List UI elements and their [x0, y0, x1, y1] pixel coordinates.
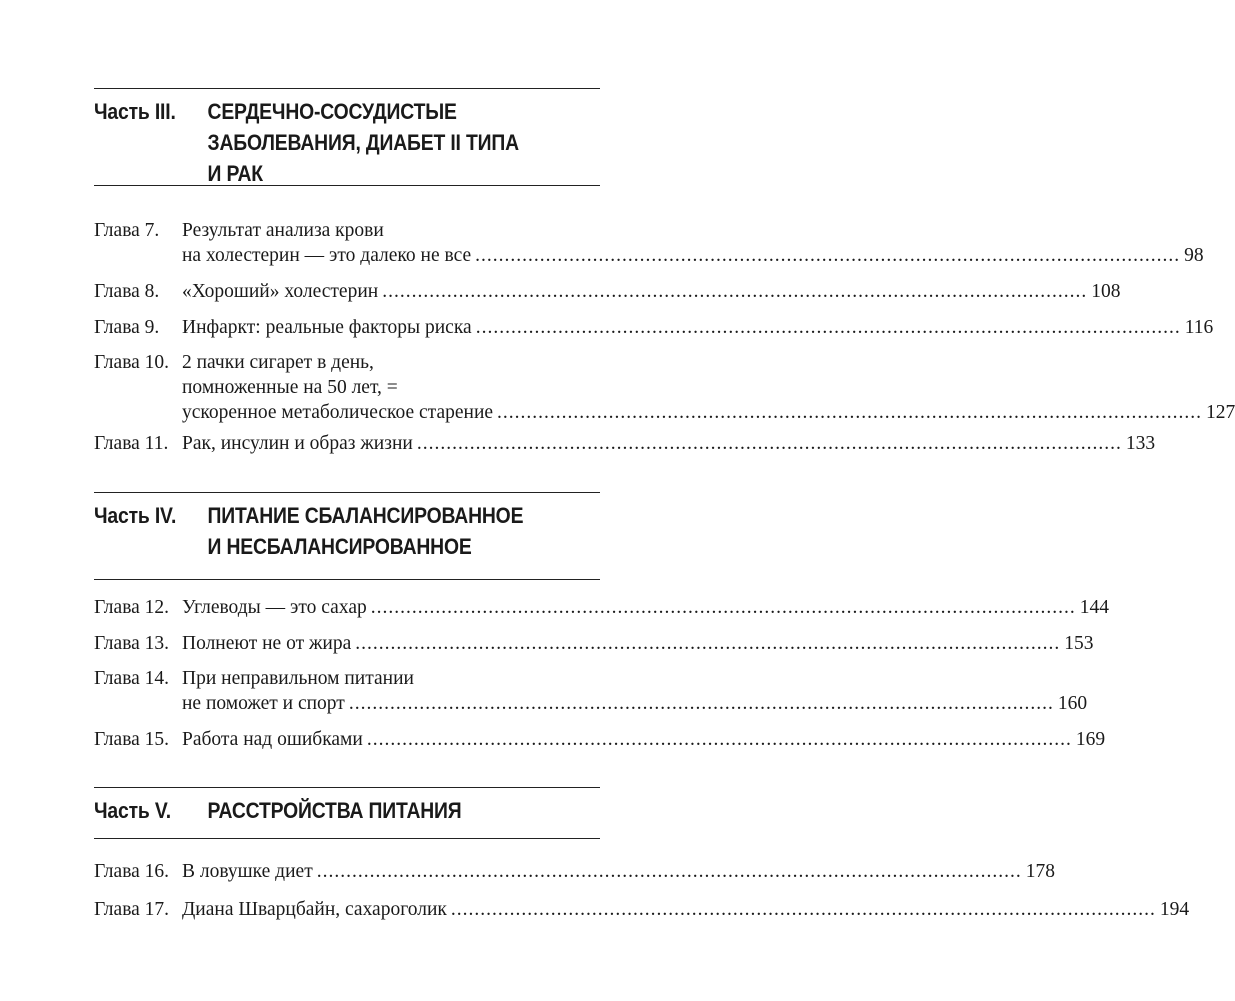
- chapter-label: Глава 9.: [94, 317, 160, 338]
- chapter-label: Глава 15.: [94, 729, 170, 750]
- chapter-label: Глава 14.: [94, 668, 170, 689]
- chapter-title-line: 2 пачки сигарет в день,: [182, 352, 374, 373]
- leader-dots: [497, 400, 1202, 425]
- leader-dots: [451, 897, 1156, 922]
- toc-entry[interactable]: [94, 350, 1235, 425]
- part-heading-5: [94, 787, 600, 826]
- page-number: 194: [1159, 899, 1190, 920]
- toc-entry[interactable]: [94, 595, 1109, 620]
- part-label: Часть III.: [94, 99, 176, 124]
- page-number: 144: [1079, 597, 1109, 618]
- chapter-label: Глава 8.: [94, 281, 160, 302]
- page-number: 153: [1064, 633, 1094, 654]
- chapter-label: Глава 17.: [94, 899, 170, 920]
- part-title-line: И НЕСБАЛАНСИРОВАННОЕ: [207, 534, 472, 559]
- toc-entry[interactable]: [94, 315, 1214, 340]
- part-label: Часть IV.: [94, 503, 177, 528]
- chapter-title-line: Результат анализа крови: [182, 220, 384, 241]
- page-number: 160: [1057, 693, 1088, 714]
- chapter-title: В ловушке диет: [182, 861, 313, 882]
- part-title-line: И РАК: [207, 161, 263, 186]
- page-number: 116: [1184, 317, 1214, 338]
- part-divider: [94, 172, 600, 186]
- leader-dots: [475, 243, 1180, 268]
- part-divider: [94, 834, 600, 839]
- page-number: 178: [1025, 861, 1055, 882]
- leader-dots: [417, 431, 1122, 456]
- leader-dots: [367, 727, 1072, 752]
- part-title: [208, 795, 600, 826]
- chapter-title: Работа над ошибками: [182, 729, 363, 750]
- part-heading-4: [94, 492, 600, 562]
- leader-dots: [349, 691, 1054, 716]
- chapter-title-line: При неправильном питании: [182, 668, 414, 689]
- part-label: Часть V.: [94, 798, 172, 823]
- chapter-label: Глава 13.: [94, 633, 170, 654]
- chapter-title: Диана Шварцбайн, сахароголик: [182, 899, 447, 920]
- chapter-title: на холестерин — это далеко не все: [182, 245, 472, 266]
- chapter-title-line: помноженные на 50 лет, =: [182, 377, 398, 398]
- chapter-label: Глава 12.: [94, 597, 170, 618]
- part-title-line: ПИТАНИЕ СБАЛАНСИРОВАННОЕ: [207, 503, 524, 528]
- chapter-title: Инфаркт: реальные факторы риска: [182, 317, 472, 338]
- part-title-line: СЕРДЕЧНО-СОСУДИСТЫЕ: [207, 99, 457, 124]
- chapter-title: не поможет и спорт: [182, 693, 345, 714]
- part-title: [208, 500, 600, 562]
- chapter-title: Рак, инсулин и образ жизни: [182, 433, 413, 454]
- chapter-title: ускоренное метаболическое старение: [182, 402, 494, 423]
- chapter-title: «Хороший» холестерин: [182, 281, 379, 302]
- leader-dots: [355, 631, 1060, 656]
- toc-entry[interactable]: [94, 218, 1204, 268]
- chapter-title: Полнеют не от жира: [182, 633, 352, 654]
- part-title-line: РАССТРОЙСТВА ПИТАНИЯ: [207, 798, 462, 823]
- leader-dots: [476, 315, 1181, 340]
- chapter-title: Углеводы — это сахар: [182, 597, 367, 618]
- page-number: 169: [1075, 729, 1106, 750]
- chapter-label: Глава 16.: [94, 861, 170, 882]
- toc-entry[interactable]: [94, 666, 1088, 716]
- page-number: 133: [1125, 433, 1156, 454]
- page-number: 98: [1184, 245, 1204, 266]
- chapter-label: Глава 7.: [94, 220, 160, 241]
- chapter-label: Глава 10.: [94, 352, 170, 373]
- page-number: 127: [1206, 402, 1235, 423]
- leader-dots: [382, 279, 1087, 304]
- toc-entry[interactable]: [94, 727, 1106, 752]
- chapter-label: Глава 11.: [94, 433, 169, 454]
- leader-dots: [317, 859, 1022, 884]
- toc-entry[interactable]: [94, 859, 1055, 884]
- part-title-line: ЗАБОЛЕВАНИЯ, ДИАБЕТ II ТИПА: [207, 130, 519, 155]
- toc-entry[interactable]: [94, 631, 1094, 656]
- toc-entry[interactable]: [94, 279, 1121, 304]
- page-number: 108: [1091, 281, 1121, 302]
- toc-entry[interactable]: [94, 897, 1190, 922]
- leader-dots: [371, 595, 1076, 620]
- part-divider: [94, 565, 600, 580]
- toc-entry[interactable]: [94, 431, 1156, 456]
